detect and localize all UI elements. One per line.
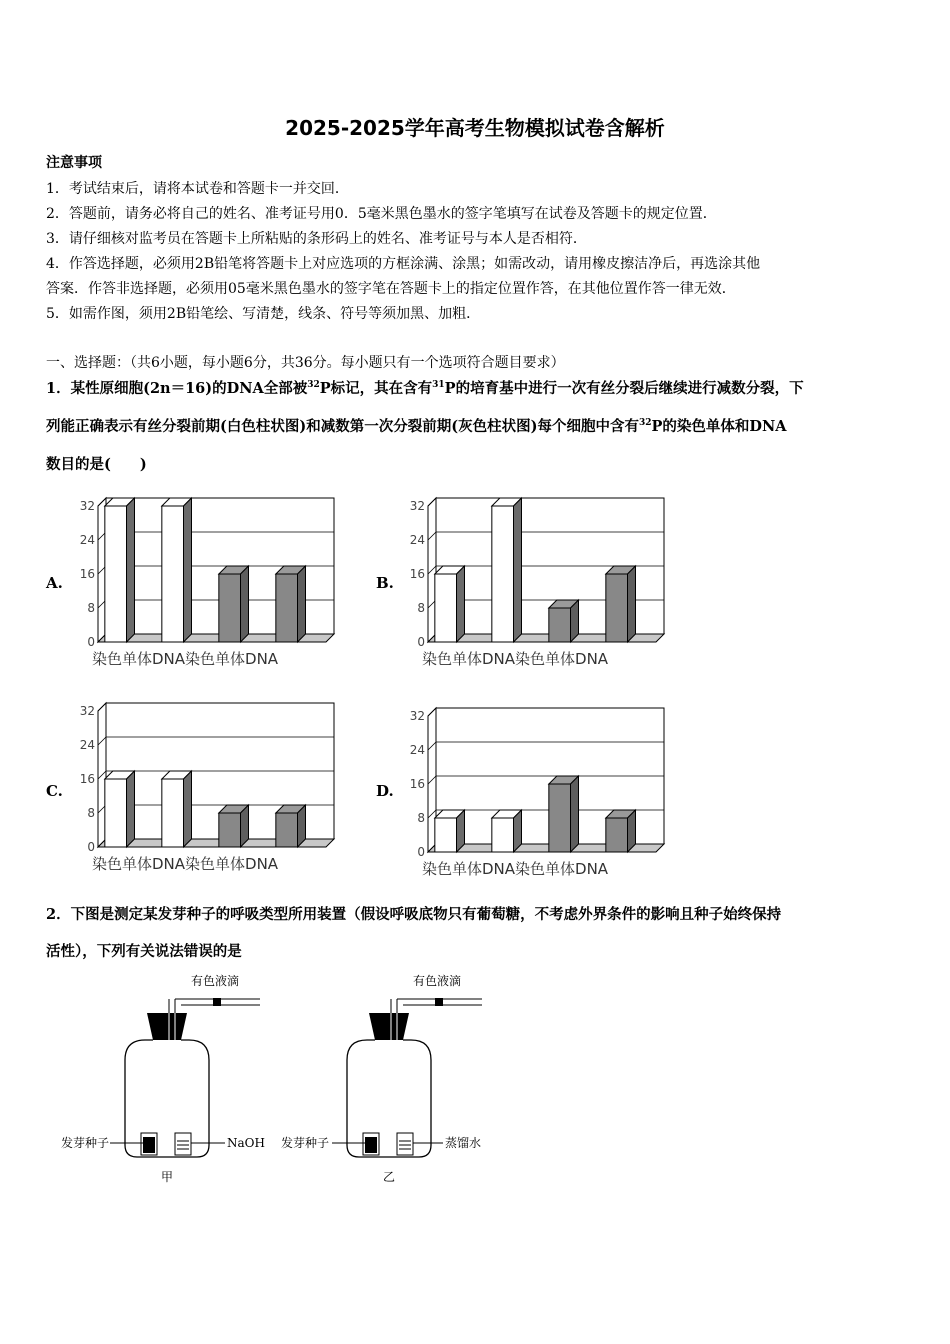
bar — [549, 776, 579, 852]
bar — [105, 771, 135, 847]
seeds-beaker — [143, 1137, 155, 1153]
x-axis-label: 染色单体DNA染色单体DNA — [92, 855, 279, 873]
apparatus-yi — [281, 973, 482, 1184]
bar — [162, 771, 192, 847]
section-heading: 一、选择题：（共6小题，每小题6分，共36分。每小题只有一个选项符合题目要求） — [46, 355, 565, 371]
notice-heading: 注意事项 — [46, 155, 102, 171]
y-tick-label: 8 — [417, 601, 425, 615]
y-tick-label: 32 — [409, 709, 425, 723]
question-2-line-2: 活性），下列有关说法错误的是 — [46, 943, 242, 960]
water-label: 蒸馏水 — [445, 1136, 482, 1150]
option-d-chart[interactable] — [406, 700, 666, 880]
bar — [105, 498, 135, 642]
colored-droplet-label: 有色液滴 — [413, 974, 462, 988]
notice-item: 5．如需作图，须用2B铅笔绘、写清楚，线条、符号等须加黑、加粗． — [46, 306, 481, 322]
x-axis-label: 染色单体DNA染色单体DNA — [422, 650, 609, 668]
x-axis-label: 染色单体DNA染色单体DNA — [422, 860, 609, 878]
flask — [347, 1040, 431, 1157]
bar — [435, 566, 465, 642]
question-1-line-3: 数目的是( ) — [46, 456, 147, 473]
y-tick-label: 32 — [79, 499, 95, 513]
respiration-apparatus-figure — [55, 965, 515, 1199]
bar — [435, 810, 465, 852]
y-tick-label: 0 — [417, 635, 425, 649]
y-tick-label: 0 — [87, 635, 95, 649]
y-tick-label: 32 — [79, 704, 95, 718]
y-tick-label: 16 — [409, 777, 425, 791]
notice-item: 1．考试结束后，请将本试卷和答题卡一并交回． — [46, 181, 349, 197]
notice-item: 2．答题前，请务必将自己的姓名、准考证号用0．5毫米黑色墨水的签字笔填写在试卷及答题卡的规定位置． — [46, 206, 717, 222]
notice-item: 3．请仔细核对监考员在答题卡上所粘贴的条形码上的姓名、准考证号与本人是否相符． — [46, 231, 587, 247]
option-d-label: D. — [376, 782, 394, 800]
colored-droplet-label: 有色液滴 — [191, 974, 240, 988]
option-b-label: B. — [376, 574, 394, 592]
seed-label: 发芽种子 — [281, 1136, 330, 1150]
bar — [276, 805, 306, 847]
bar — [219, 566, 249, 642]
flask — [125, 1040, 209, 1157]
notice-item: 答案．作答非选择题，必须用05毫米黑色墨水的签字笔在答题卡上的指定位置作答，在其他位置作答一律无效． — [46, 281, 736, 297]
y-tick-label: 16 — [79, 567, 95, 581]
y-tick-label: 16 — [409, 567, 425, 581]
page-title: 2025-2025学年高考生物模拟试卷含解析 — [285, 116, 665, 140]
y-tick-label: 24 — [79, 533, 95, 547]
apparatus-jia — [61, 973, 265, 1184]
naoh-label: NaOH — [227, 1136, 265, 1150]
stopper — [147, 1013, 187, 1040]
question-1-line-2: 列能正确表示有丝分裂前期(白色柱状图)和减数第一次分裂前期(灰色柱状图)每个细胞中含有$^{32}$P的染色单体和DNA — [46, 418, 787, 435]
bar — [492, 498, 522, 642]
y-tick-label: 8 — [417, 811, 425, 825]
question-1-line-1: 1．某性原细胞(2n＝16)的DNA全部被$^{32}$P标记，其在含有$^{31}$P的培育基中进行一次有丝分裂后继续进行减数分裂，下 — [46, 380, 804, 397]
y-tick-label: 8 — [87, 601, 95, 615]
colored-droplet — [213, 998, 221, 1006]
option-a-label: A. — [46, 574, 63, 592]
seeds-beaker — [365, 1137, 377, 1153]
bar — [492, 810, 522, 852]
question-2-line-1: 2．下图是测定某发芽种子的呼吸类型所用装置（假设呼吸底物只有葡萄糖，不考虑外界条件的影响且种子始终保持 — [46, 906, 782, 923]
stopper — [369, 1013, 409, 1040]
bar-chart — [406, 490, 666, 670]
bar-chart — [76, 490, 336, 670]
y-tick-label: 0 — [87, 840, 95, 854]
y-tick-label: 16 — [79, 772, 95, 786]
apparatus-name-jia: 甲 — [161, 1170, 174, 1184]
y-tick-label: 0 — [417, 845, 425, 859]
bar — [549, 600, 579, 642]
option-c-chart[interactable] — [76, 695, 336, 875]
y-tick-label: 24 — [79, 738, 95, 752]
notice-item: 4．作答选择题，必须用2B铅笔将答题卡上对应选项的方框涂满、涂黑；如需改动，请用橡皮擦洁净后，再选涂其他 — [46, 256, 761, 272]
option-a-chart[interactable] — [76, 490, 336, 670]
bar — [219, 805, 249, 847]
bar — [162, 498, 192, 642]
y-tick-label: 24 — [409, 743, 425, 757]
bar — [606, 810, 636, 852]
colored-droplet — [435, 998, 443, 1006]
apparatus-name-yi: 乙 — [383, 1170, 396, 1184]
option-c-label: C. — [46, 782, 63, 800]
bar-chart — [406, 700, 666, 880]
bar — [276, 566, 306, 642]
option-b-chart[interactable] — [406, 490, 666, 670]
bar — [606, 566, 636, 642]
bar-chart — [76, 695, 336, 875]
y-tick-label: 32 — [409, 499, 425, 513]
x-axis-label: 染色单体DNA染色单体DNA — [92, 650, 279, 668]
y-tick-label: 8 — [87, 806, 95, 820]
y-tick-label: 24 — [409, 533, 425, 547]
seed-label: 发芽种子 — [61, 1136, 110, 1150]
